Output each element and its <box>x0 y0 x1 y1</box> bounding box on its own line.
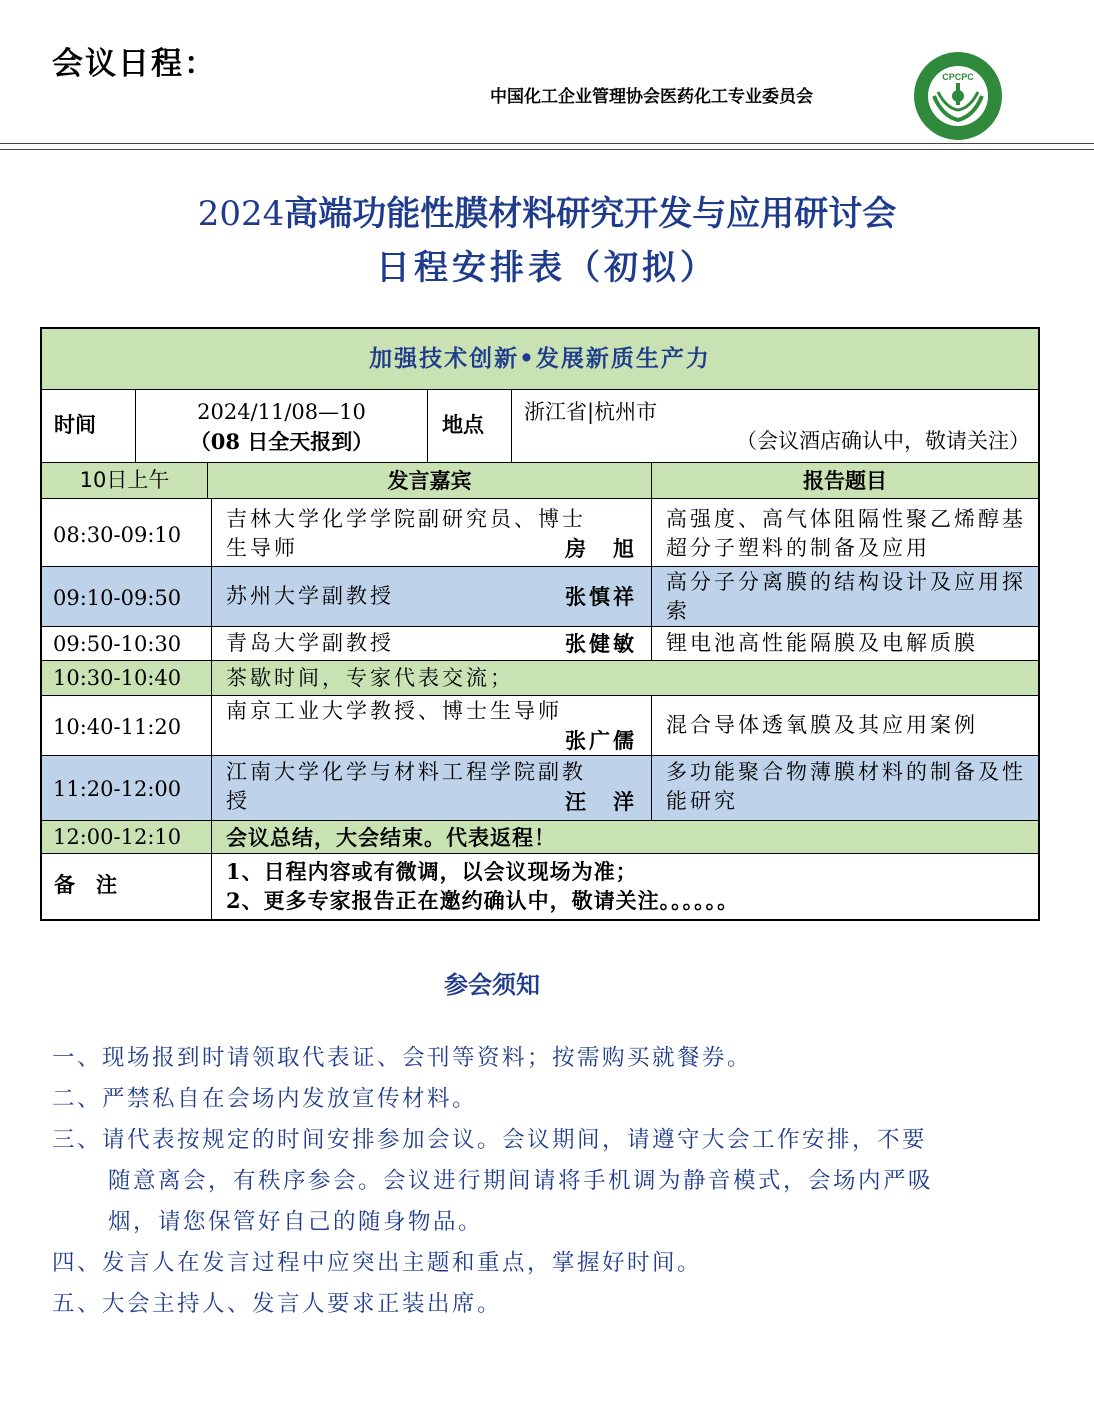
place-city: 浙江省|杭州市 <box>524 400 658 424</box>
table-row-speaker <box>212 627 652 661</box>
notice-item-cont: 烟，请您保管好自己的随身物品。 <box>108 1209 484 1235</box>
remark-label: 备 注 <box>42 854 212 919</box>
schedule-table <box>40 327 1040 921</box>
notice-item-cont: 随意离会，有秩序参会。会议进行期间请将手机调为静音模式，会场内严吸 <box>108 1168 934 1194</box>
speaker-affiliation-cont: 生导师 <box>226 536 298 560</box>
table-row-topic: 混合导体透氧膜及其应用案例 <box>652 696 1038 756</box>
time-dates: 2024/11/08—10 <box>197 400 366 424</box>
speaker-affiliation: 南京工业大学教授、博士生导师 <box>226 699 562 723</box>
speaker-name: 张广儒 <box>565 728 637 753</box>
speaker-name: 汪 洋 <box>565 789 637 814</box>
table-row-topic: 锂电池高性能隔膜及电解质膜 <box>652 627 1038 661</box>
time-label: 时间 <box>42 390 136 463</box>
table-row-speaker <box>212 696 652 756</box>
speaker-name: 张健敏 <box>565 631 637 656</box>
schedule-subtitle: 日程安排表（初拟） <box>376 248 718 288</box>
notice-item: 五、大会主持人、发言人要求正装出席。 <box>52 1291 503 1317</box>
notice-item: 二、严禁私自在会场内发放宣传材料。 <box>52 1086 478 1112</box>
table-row-time: 08:30-09:10 <box>42 499 212 567</box>
remark-line: 1、日程内容或有微调，以会议现场为准； <box>226 859 638 884</box>
table-banner: 加强技术创新•发展新质生产力 <box>42 329 1038 390</box>
organizer-name: 中国化工企业管理协会医药化工专业委员会 <box>490 87 813 107</box>
notice-item: 三、请代表按规定的时间安排参加会议。会议期间，请遵守大会工作安排，不要 <box>52 1127 928 1153</box>
table-row-topic: 高强度、高气体阻隔性聚乙烯醇基超分子塑料的制备及应用 <box>652 499 1038 567</box>
remark-text <box>212 854 1038 919</box>
speaker-name: 房 旭 <box>565 536 637 561</box>
table-row-time: 11:20-12:00 <box>42 756 212 821</box>
table-row-time: 10:30-10:40 <box>42 661 212 696</box>
table-row-speaker <box>212 499 652 567</box>
table-row-time: 12:00-12:10 <box>42 821 212 854</box>
table-row-time: 10:40-11:20 <box>42 696 212 756</box>
speaker-affiliation: 吉林大学化学学院副研究员、博士 <box>226 507 586 531</box>
table-row-topic: 多功能聚合物薄膜材料的制备及性能研究 <box>652 756 1038 821</box>
speaker-name: 张慎祥 <box>565 584 637 609</box>
place-label: 地点 <box>428 390 512 463</box>
speaker-affiliation: 苏州大学副教授 <box>226 584 394 608</box>
time-registration: （08 日全天报到） <box>189 429 374 454</box>
remark-line: 2、更多专家报告正在邀约确认中，敬请关注。。。。。。 <box>226 888 740 913</box>
table-row-time: 09:50-10:30 <box>42 627 212 661</box>
table-row-speaker <box>212 567 652 627</box>
speaker-header: 发言嘉宾 <box>208 463 652 499</box>
notice-item: 一、现场报到时请领取代表证、会刊等资料；按需购买就餐券。 <box>52 1045 753 1071</box>
time-value <box>136 390 428 463</box>
session-header: 10日上午 <box>42 463 208 499</box>
table-row-closing: 会议总结，大会结束。代表返程！ <box>212 821 1038 854</box>
speaker-affiliation: 青岛大学副教授 <box>226 631 394 655</box>
notice-item: 四、发言人在发言过程中应突出主题和重点，掌握好时间。 <box>52 1250 703 1276</box>
table-row-speaker <box>212 756 652 821</box>
conference-title <box>0 186 1094 235</box>
header-rule-bottom <box>0 149 1094 150</box>
speaker-affiliation: 江南大学化学与材料工程学院副教 <box>226 760 586 784</box>
place-value <box>512 390 1038 463</box>
header-rule-top <box>0 143 1094 144</box>
place-hotel: （会议酒店确认中，敬请关注） <box>736 429 1030 453</box>
page-label: 会议日程： <box>52 46 217 82</box>
table-row-break: 茶歇时间，专家代表交流； <box>212 661 1038 696</box>
table-row-time: 09:10-09:50 <box>42 567 212 627</box>
speaker-affiliation-cont: 授 <box>226 789 250 813</box>
title-main: 高端功能性膜材料研究开发与应用研讨会 <box>284 194 897 234</box>
notice-title: 参会须知 <box>444 970 540 999</box>
topic-header: 报告题目 <box>652 463 1038 499</box>
title-year: 2024 <box>197 194 285 234</box>
svg-text:CPCPC: CPCPC <box>942 72 974 82</box>
cpcpc-logo-icon <box>912 50 1004 142</box>
table-row-topic: 高分子分离膜的结构设计及应用探索 <box>652 567 1038 627</box>
